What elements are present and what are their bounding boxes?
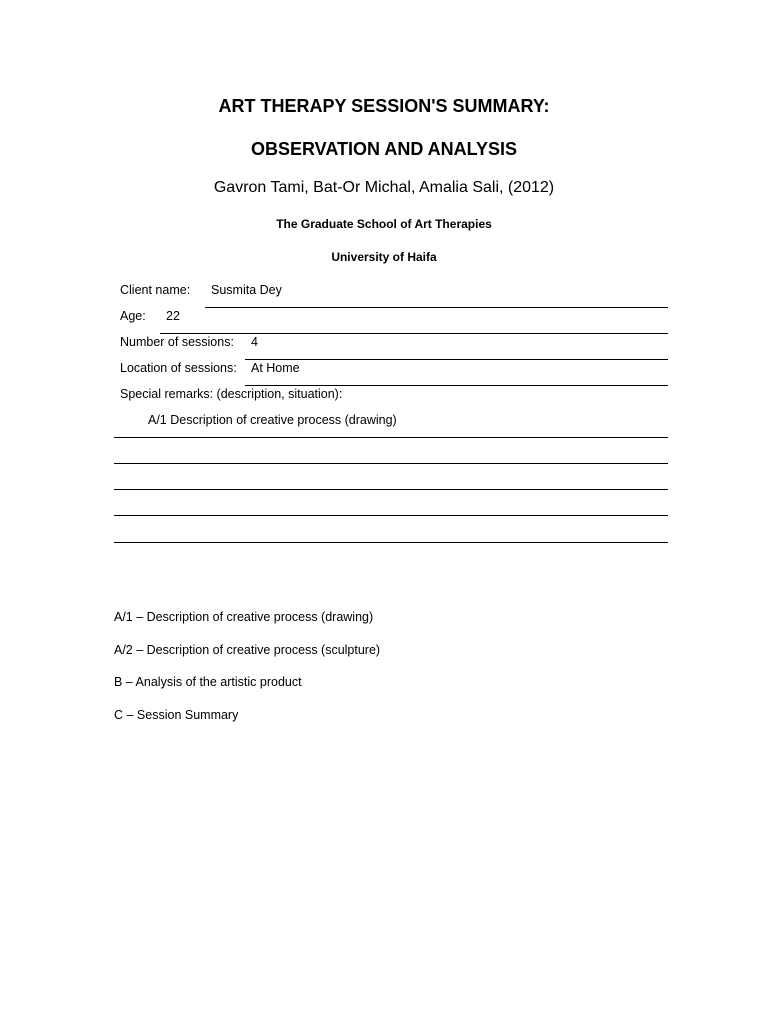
school-name: The Graduate School of Art Therapies [276, 217, 492, 231]
section-item-sculpture: A/2 – Description of creative process (sculpture) [114, 643, 381, 657]
sessions-value: 4 [251, 335, 258, 349]
client-name-label: Client name: [120, 283, 191, 297]
document-title: ART THERAPY SESSION'S SUMMARY: [218, 96, 550, 116]
age-label: Age: [120, 309, 146, 323]
description-heading: A/1 Description of creative process (drawing) [148, 413, 397, 427]
writing-line [114, 437, 668, 438]
university-name: University of Haifa [331, 250, 437, 264]
age-value: 22 [166, 309, 180, 323]
location-label: Location of sessions: [120, 361, 237, 375]
section-item-analysis: B – Analysis of the artistic product [114, 675, 302, 689]
writing-line [114, 542, 668, 543]
remarks-label: Special remarks: (description, situation): [120, 387, 343, 401]
writing-line [114, 515, 668, 516]
location-underline [245, 385, 668, 386]
location-value: At Home [251, 361, 300, 375]
document-subtitle: OBSERVATION AND ANALYSIS [250, 139, 518, 159]
age-underline [160, 333, 668, 334]
client-name-value: Susmita Dey [211, 283, 282, 297]
writing-line [114, 489, 668, 490]
sessions-label: Number of sessions: [120, 335, 234, 349]
section-item-drawing: A/1 – Description of creative process (drawing) [114, 610, 374, 624]
authors-line: Gavron Tami, Bat-Or Michal, Amalia Sali, (2012) [213, 179, 555, 196]
section-item-summary: C – Session Summary [114, 708, 239, 722]
writing-line [114, 463, 668, 464]
client-name-underline [205, 307, 668, 308]
sessions-underline [245, 359, 668, 360]
